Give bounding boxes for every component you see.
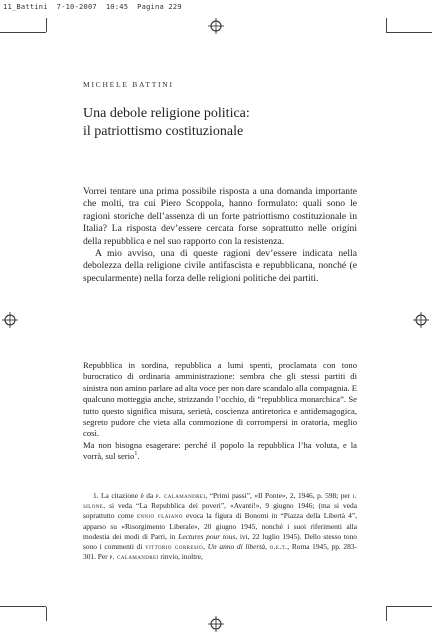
registration-mark-left — [2, 312, 18, 328]
crop-line-top-right — [386, 32, 432, 33]
registration-mark-bottom — [208, 616, 224, 632]
footnote-segment: , si veda “La Repubblica dei poveri”, «Avanti!», 9 giugno 1946; (ma si veda soprattutto come — [83, 501, 357, 521]
quote-closing — [83, 440, 357, 463]
footnote-1 — [83, 491, 357, 562]
quote-closing-end: . — [137, 451, 140, 462]
cited-author: ennio flaiano — [136, 511, 183, 521]
crop-line-top-left — [0, 32, 46, 33]
cited-author: p. calamandrei — [109, 552, 159, 562]
block-quote — [83, 360, 357, 463]
print-slug: 11_Battini 7-10-2007 10:45 Pagina 229 — [3, 2, 182, 11]
chapter-title-line-2: il patriottismo costituzionale — [83, 124, 244, 139]
paragraph-1: Vorrei tentare una prima possibile risposta a una domanda importante che molti, tra cui Piero Scoppola, hanno formulato: quali sono le ragioni storiche dell’assenza di un forte patriottismo costituzionale in Italia? La risposta dev’essere cercata forse soprattutto nelle origini della repubblica e nel suo rapporto con la resistenza. — [83, 186, 357, 247]
footnote-segment: , “Primi passi”, «Il Ponte», 2, 1946, p. 598; per — [205, 491, 351, 500]
footnote-segment: evoca la figura di Bonomi in “Piazza della Libertà 4”, apparso su «Risorgimento Liberale», 20 giugno 1945, nonché i suoi riferimenti alla modestia dei modi di Parri, in — [83, 511, 358, 541]
paragraph-2: A mio avviso, una di queste ragioni dev’essere indicata nella debolezza della religione civile antifascista e repubblicana, nonché (e specularmente) nella forza delle religioni politiche dei partiti. — [83, 248, 357, 284]
crop-line-bottom-right-v — [386, 607, 387, 621]
footnote-text — [83, 491, 357, 562]
footnote-segment: La citazione è da — [101, 491, 154, 500]
registration-mark-top — [208, 18, 224, 34]
crop-line-bottom-left-v — [46, 607, 47, 621]
quote-closing-text: Ma non bisogna esagerare: perché il popolo la repubblica l’ha voluta, e la vorrà, sul serio — [83, 439, 357, 462]
footnote-segment: , ivi, 22 luglio 1945). Dello stesso tono sono i commenti di — [83, 531, 357, 552]
footnote-reference[interactable]: 1 — [134, 451, 138, 458]
body-text — [83, 186, 357, 285]
crop-line-top-right-v — [386, 18, 387, 32]
chapter-title-line-1: Una debole religione politica: — [83, 106, 250, 121]
footnote-segment: , — [203, 542, 205, 552]
author-name: MICHELE BATTINI — [83, 80, 174, 89]
footnote-number: 1. — [93, 491, 99, 500]
footnote-segment: , Roma 1945, pp. 283-301. Per — [83, 542, 357, 562]
crop-line-bottom-right — [386, 606, 432, 607]
crop-line-top-left-v — [46, 18, 47, 32]
cited-author: vittorio gorresio — [145, 542, 204, 552]
cited-publisher: o.e.t. — [269, 542, 288, 552]
footnote-segment: , — [265, 542, 267, 552]
cited-author: i. silone — [83, 491, 357, 511]
quote-text: Repubblica in sordina, repubblica a lumi spenti, proclamata con tono burocratico di ordinaria amministrazione: sembra che gli stessi partiti di sinistra non amino parlare ad alta voce per non dare scandalo alla compagnia. E qualcuno motteggia anche, strizzando l’occhio, di “repubblica monarchica”. Se tutto questo significa misura, serietà, coscienza antiretorica e antidemagogica, segreto pudore che vieta alla commozione di corrompersi in oratoria, meglio così. — [83, 360, 357, 439]
cited-title: Lectures pour tous — [178, 531, 236, 541]
cited-author: p. calamandrei — [155, 491, 206, 500]
cited-title: Un anno di libertà — [207, 542, 266, 552]
chapter-header — [83, 80, 357, 141]
footnote-segment: rinvio, inoltre, — [160, 552, 203, 562]
registration-mark-right — [413, 312, 429, 328]
crop-line-bottom-left — [0, 606, 46, 607]
chapter-title — [83, 105, 357, 141]
